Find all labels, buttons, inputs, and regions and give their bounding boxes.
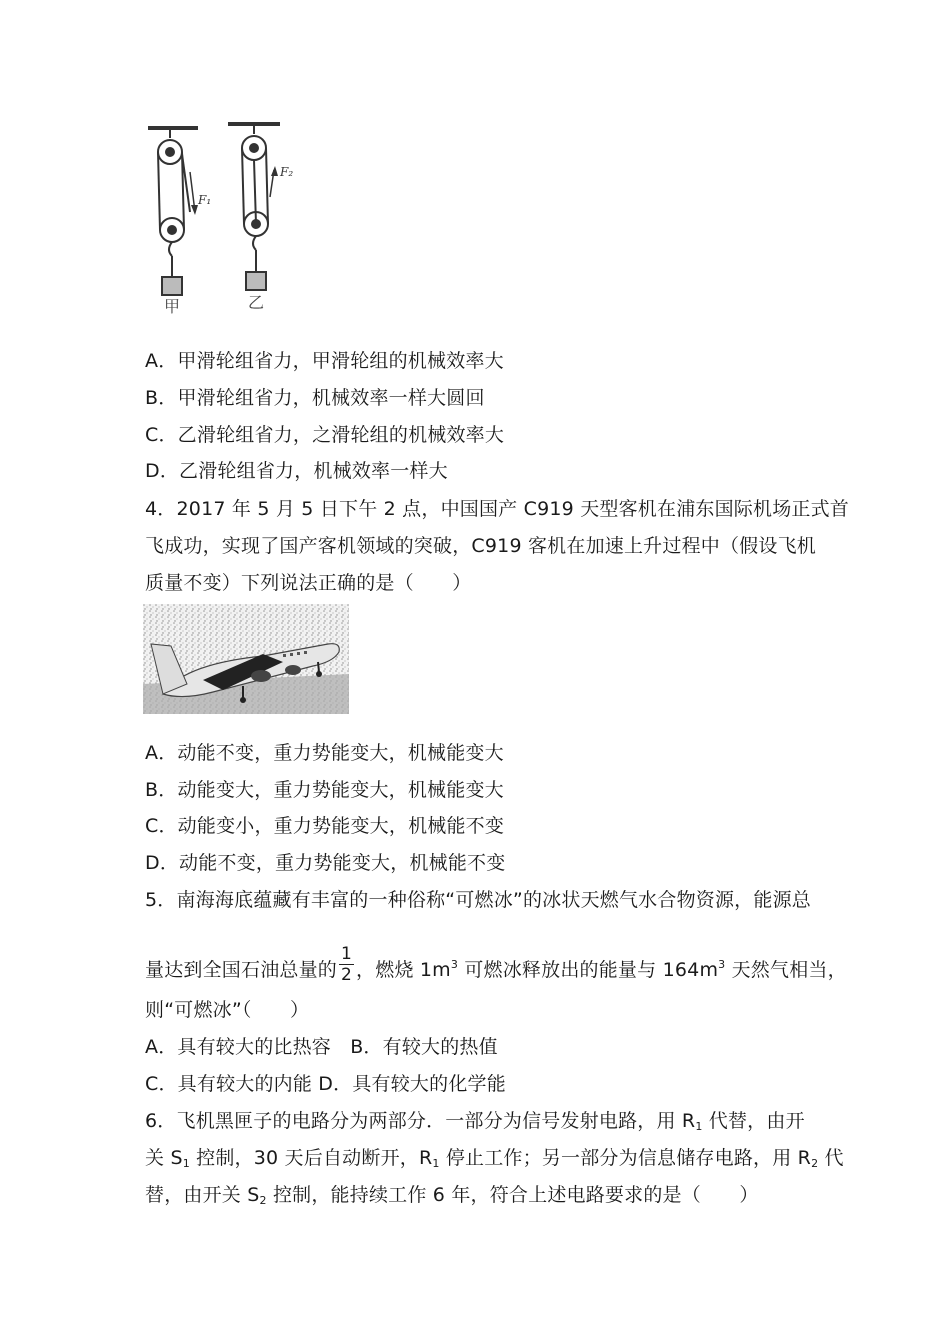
jia-label: 甲 <box>164 297 181 316</box>
q6-stem-line-1: 6．飞机黑匣子的电路分为两部分．一部分为信号发射电路，用 $R_1$ 代替，由开 <box>145 1110 805 1133</box>
q4-stem-line-3: 质量不变）下列说法正确的是（ ） <box>145 572 472 594</box>
q3-option-d: D．乙滑轮组省力，机械效率一样大 <box>145 460 448 482</box>
q6-stem-line-2: 关 $S_1$ 控制，30 天后自动断开，$R_1$ 停止工作；另一部分为信息储存电路，用 $R_2$ 代 <box>145 1147 844 1170</box>
q4-option-d: D．动能不变，重力势能变大，机械能不变 <box>145 852 506 874</box>
force2-label: F₂ <box>280 165 294 179</box>
q4-option-b: B．动能变大，重力势能变大，机械能变大 <box>145 779 504 801</box>
q4-option-a: A．动能不变，重力势能变大，机械能变大 <box>145 742 504 764</box>
q5-stem-line-3: 则“可燃冰”（ ） <box>145 999 310 1021</box>
q5-stem-line-1: 5．南海海底蕴藏有丰富的一种俗称“可燃冰”的冰状天燃气水合物资源，能源总 <box>145 889 811 911</box>
q4-stem-line-2: 飞成功，实现了国产客机领域的突破，C919 客机在加速上升过程中（假设飞机 <box>145 535 816 557</box>
q5-options-row-1: A．具有较大的比热容 B．有较大的热值 <box>145 1036 498 1058</box>
q3-option-c: C．乙滑轮组省力，之滑轮组的机械效率大 <box>145 424 505 446</box>
q5-stem-line-2: 量达到全国石油总量的 $\frac{1}{2}$ ，燃烧 $1m^3$ 可燃冰释放出的能量与 $164m^3$ 天然气相当， <box>145 944 847 985</box>
yi-label: 乙 <box>248 293 265 312</box>
c919-plane-photo <box>143 604 349 714</box>
q6-stem-line-3: 替，由开关 $S_2$ 控制，能持续工作 6 年，符合上述电路要求的是（ ） <box>145 1184 759 1207</box>
q4-option-c: C．动能变小，重力势能变大，机械能不变 <box>145 815 505 837</box>
pulley-diagram <box>140 112 310 322</box>
one-half-fraction: $\frac{1}{2}$ <box>341 944 353 985</box>
q3-option-b: B．甲滑轮组省力，机械效率一样大圆回 <box>145 387 485 409</box>
q4-stem-line-1: 4．2017 年 5 月 5 日下午 2 点，中国国产 C919 天型客机在浦东国际机场正式首 <box>145 498 849 520</box>
force1-label: F₁ <box>198 193 212 207</box>
q5-options-row-2: C．具有较大的内能 D．具有较大的化学能 <box>145 1073 506 1095</box>
q3-option-a: A．甲滑轮组省力，甲滑轮组的机械效率大 <box>145 350 504 372</box>
